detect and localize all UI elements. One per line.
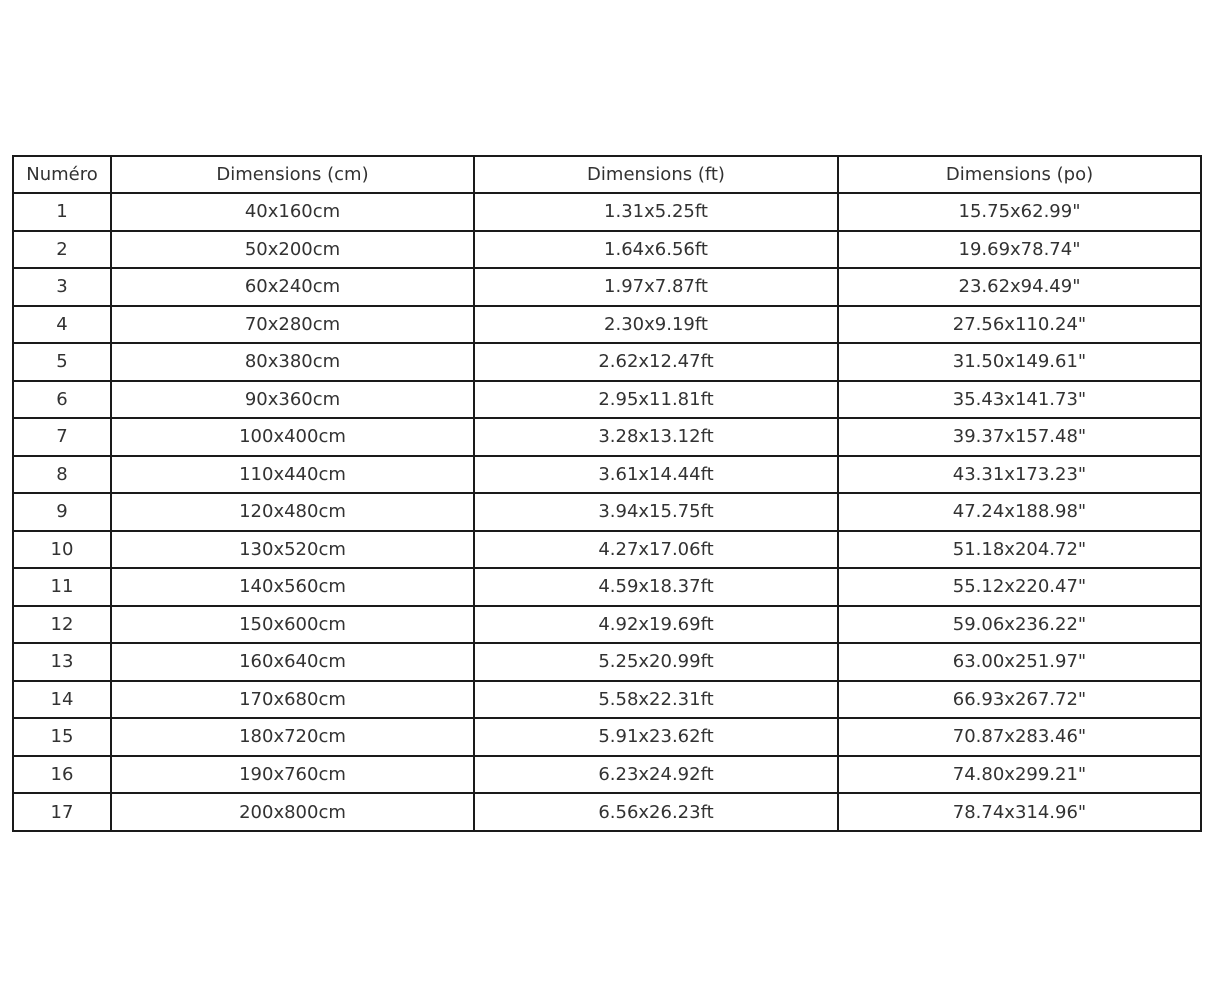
table-row-17 [13,793,1201,831]
cell-numero-row-11: 11 [13,568,111,606]
cell-numero-row-15: 15 [13,718,111,756]
cell-numero-row-17: 17 [13,793,111,831]
table-header-row [13,156,1201,193]
table-row-1 [13,193,1201,231]
table-row-9 [13,493,1201,531]
cell-cm-row-12: 150x600cm [111,606,474,644]
cell-numero-row-12: 12 [13,606,111,644]
cell-po-row-2: 19.69x78.74" [838,231,1201,269]
cell-po-row-8: 43.31x173.23" [838,456,1201,494]
cell-cm-row-10: 130x520cm [111,531,474,569]
cell-numero-row-3: 3 [13,268,111,306]
cell-cm-row-16: 190x760cm [111,756,474,794]
table-row-7 [13,418,1201,456]
column-header-num-ro: Numéro [13,156,111,193]
cell-ft-row-9: 3.94x15.75ft [474,493,838,531]
table-body [13,193,1201,831]
cell-ft-row-1: 1.31x5.25ft [474,193,838,231]
cell-po-row-17: 78.74x314.96" [838,793,1201,831]
cell-cm-row-3: 60x240cm [111,268,474,306]
table-row-12 [13,606,1201,644]
header-row [13,156,1201,193]
cell-numero-row-13: 13 [13,643,111,681]
cell-po-row-5: 31.50x149.61" [838,343,1201,381]
cell-po-row-16: 74.80x299.21" [838,756,1201,794]
cell-ft-row-8: 3.61x14.44ft [474,456,838,494]
table-row-8 [13,456,1201,494]
cell-numero-row-6: 6 [13,381,111,419]
table-row-10 [13,531,1201,569]
table-row-3 [13,268,1201,306]
cell-numero-row-1: 1 [13,193,111,231]
cell-cm-row-8: 110x440cm [111,456,474,494]
cell-numero-row-10: 10 [13,531,111,569]
cell-ft-row-6: 2.95x11.81ft [474,381,838,419]
cell-numero-row-8: 8 [13,456,111,494]
cell-ft-row-12: 4.92x19.69ft [474,606,838,644]
cell-cm-row-9: 120x480cm [111,493,474,531]
cell-ft-row-14: 5.58x22.31ft [474,681,838,719]
cell-ft-row-15: 5.91x23.62ft [474,718,838,756]
cell-po-row-9: 47.24x188.98" [838,493,1201,531]
cell-cm-row-15: 180x720cm [111,718,474,756]
column-header-dimensions-cm: Dimensions (cm) [111,156,474,193]
cell-po-row-11: 55.12x220.47" [838,568,1201,606]
cell-ft-row-3: 1.97x7.87ft [474,268,838,306]
cell-cm-row-5: 80x380cm [111,343,474,381]
cell-numero-row-7: 7 [13,418,111,456]
table-row-13 [13,643,1201,681]
cell-ft-row-5: 2.62x12.47ft [474,343,838,381]
cell-numero-row-16: 16 [13,756,111,794]
cell-ft-row-11: 4.59x18.37ft [474,568,838,606]
table-row-15 [13,718,1201,756]
column-header-dimensions-po: Dimensions (po) [838,156,1201,193]
cell-numero-row-4: 4 [13,306,111,344]
cell-po-row-13: 63.00x251.97" [838,643,1201,681]
cell-cm-row-1: 40x160cm [111,193,474,231]
table-row-5 [13,343,1201,381]
table-row-14 [13,681,1201,719]
cell-ft-row-13: 5.25x20.99ft [474,643,838,681]
cell-numero-row-14: 14 [13,681,111,719]
cell-po-row-15: 70.87x283.46" [838,718,1201,756]
cell-po-row-6: 35.43x141.73" [838,381,1201,419]
cell-ft-row-2: 1.64x6.56ft [474,231,838,269]
column-header-dimensions-ft: Dimensions (ft) [474,156,838,193]
cell-numero-row-9: 9 [13,493,111,531]
cell-po-row-7: 39.37x157.48" [838,418,1201,456]
cell-ft-row-17: 6.56x26.23ft [474,793,838,831]
cell-po-row-10: 51.18x204.72" [838,531,1201,569]
cell-po-row-14: 66.93x267.72" [838,681,1201,719]
cell-cm-row-7: 100x400cm [111,418,474,456]
table-row-4 [13,306,1201,344]
cell-cm-row-11: 140x560cm [111,568,474,606]
cell-ft-row-4: 2.30x9.19ft [474,306,838,344]
cell-cm-row-6: 90x360cm [111,381,474,419]
cell-cm-row-14: 170x680cm [111,681,474,719]
cell-po-row-3: 23.62x94.49" [838,268,1201,306]
table-row-2 [13,231,1201,269]
table-row-6 [13,381,1201,419]
dimensions-conversion-table [12,155,1202,832]
cell-ft-row-16: 6.23x24.92ft [474,756,838,794]
cell-numero-row-5: 5 [13,343,111,381]
cell-po-row-4: 27.56x110.24" [838,306,1201,344]
cell-numero-row-2: 2 [13,231,111,269]
cell-cm-row-2: 50x200cm [111,231,474,269]
cell-po-row-12: 59.06x236.22" [838,606,1201,644]
table-row-11 [13,568,1201,606]
cell-ft-row-7: 3.28x13.12ft [474,418,838,456]
cell-cm-row-13: 160x640cm [111,643,474,681]
cell-ft-row-10: 4.27x17.06ft [474,531,838,569]
cell-cm-row-17: 200x800cm [111,793,474,831]
cell-cm-row-4: 70x280cm [111,306,474,344]
cell-po-row-1: 15.75x62.99" [838,193,1201,231]
table-row-16 [13,756,1201,794]
